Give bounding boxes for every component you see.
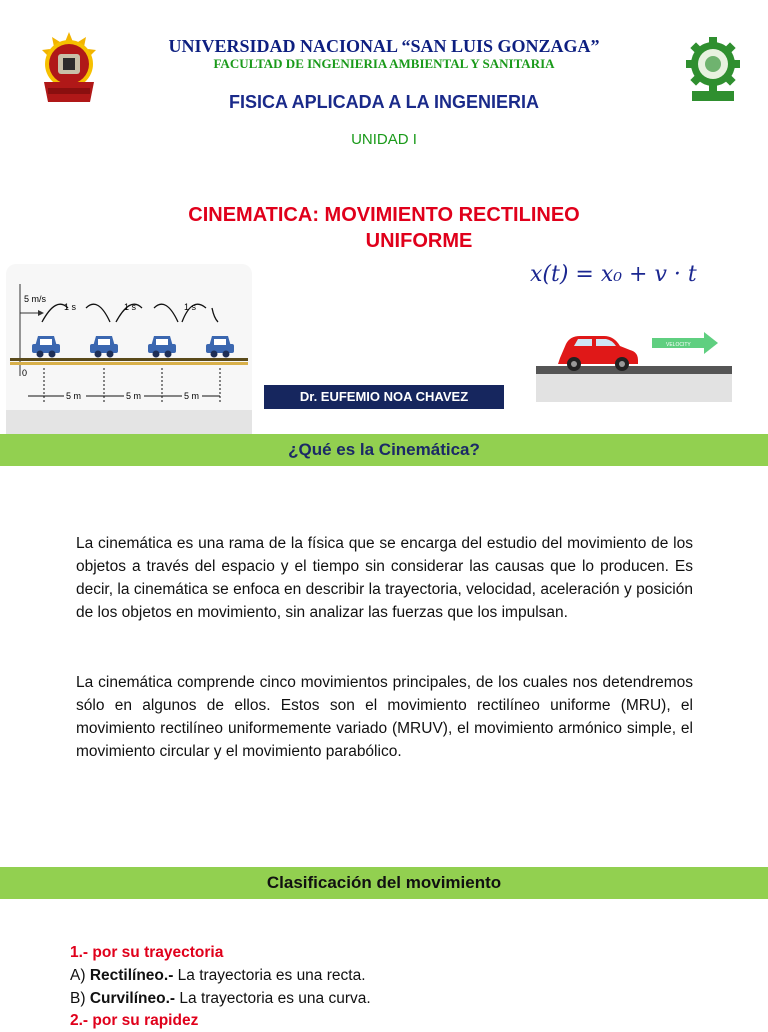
section-heading-cinematica: ¿Qué es la Cinemática? — [0, 434, 768, 466]
classification-item-curvilineo — [70, 987, 710, 1010]
time-label-3: 1 s — [184, 302, 197, 312]
distance-label-2: 5 m — [126, 391, 142, 401]
paragraph-movements: La cinemática comprende cinco movimientos principales, de los cuales nos detendremos sólo en algunos de ellos. Estos son el movimiento rectilíneo uniforme (MRU), el movimiento rectilíneo uniformemente variado (MRUV), el movimiento armónico simple, el movimiento circular y el movimiento parabólico. — [76, 674, 693, 760]
classification-item-rectilineo — [70, 964, 710, 987]
main-title-line2: UNIFORME — [365, 230, 473, 252]
section-heading-clasificacion: Clasificación del movimiento — [0, 867, 768, 899]
paragraph-definition: La cinemática es una rama de la física que se encarga del estudio del movimiento de los objetos a través del espacio y el tiempo sin considerar las causas que lo producen. Es decir, la cinemática se enfoca en describir la trayectoria, velocidad, aceleración y posición de los objetos en movimiento, sin analizar las fuerzas que los impulsan. — [76, 535, 693, 621]
velocity-label: 5 m/s — [24, 294, 47, 304]
unit-label: UNIDAD I — [351, 131, 417, 148]
distance-label-3: 5 m — [184, 391, 200, 401]
velocity-arrow-label: VELOCITY — [666, 342, 691, 348]
car-scene — [530, 310, 735, 402]
item-a-prefix: A) — [70, 967, 86, 984]
time-label-1: 1 s — [64, 302, 77, 312]
university-name: UNIVERSIDAD NACIONAL “SAN LUIS GONZAGA” — [168, 36, 600, 56]
mru-diagram — [6, 264, 252, 436]
time-label-2: 1 s — [124, 302, 137, 312]
classification-item-trayectoria: 1.- por su trayectoria — [70, 944, 224, 961]
course-title: FISICA APLICADA A LA INGENIERIA — [229, 92, 539, 112]
faculty-gear-logo — [684, 36, 742, 106]
item-a-term: Rectilíneo.- — [89, 967, 174, 984]
item-b-text: La trayectoria es una curva. — [179, 990, 371, 1007]
main-title — [100, 202, 668, 254]
mru-formula: x(t) = x₀ + v · t — [530, 262, 697, 287]
item-b-prefix: B) — [70, 990, 86, 1007]
item-a-text: La trayectoria es una recta. — [177, 967, 366, 984]
faculty-name: FACULTAD DE INGENIERIA AMBIENTAL Y SANITARIA — [213, 56, 555, 71]
origin-label: 0 — [22, 368, 28, 378]
classification-item-rapidez: 2.- por su rapidez — [70, 1012, 199, 1029]
author-badge: Dr. EUFEMIO NOA CHAVEZ — [264, 385, 504, 409]
distance-label-1: 5 m — [66, 391, 82, 401]
university-seal-logo — [38, 32, 100, 104]
main-title-line1: CINEMATICA: MOVIMIENTO RECTILINEO — [188, 204, 580, 226]
item-b-term: Curvilíneo.- — [89, 990, 176, 1007]
